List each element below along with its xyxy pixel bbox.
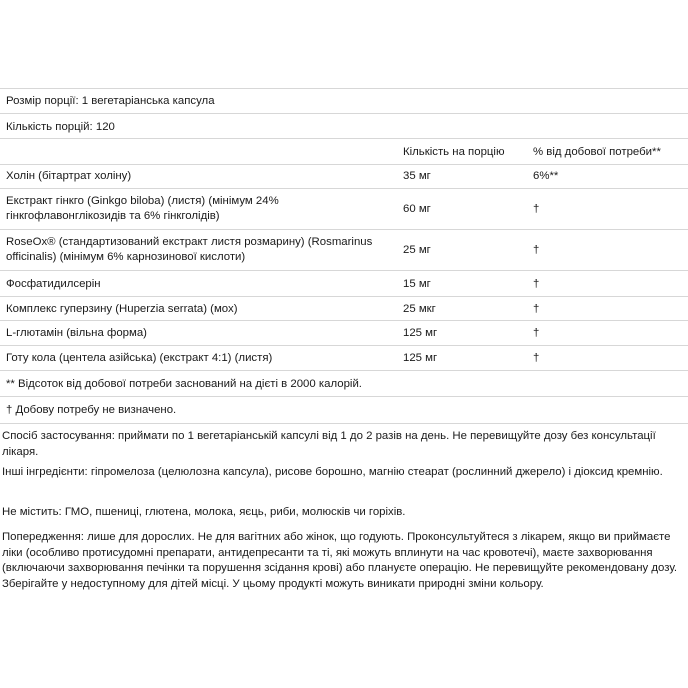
- ingredient-amount: 15 мг: [403, 278, 431, 290]
- ingredient-daily-value: †: [533, 244, 540, 256]
- table-row: [0, 164, 688, 188]
- ingredient-name: RoseOx® (стандартизований екстракт листя розмарину) (Rosmarinus officinalis) (мінімум 6% карнозинової кислоти): [6, 236, 373, 263]
- ingredient-amount: 60 мг: [403, 203, 431, 215]
- footnote-not-established: † Добову потребу не визначено.: [6, 404, 177, 416]
- warnings-text: Попередження: лише для дорослих. Не для вагітних або жінок, що годують. Проконсультуйтеся з лікарем, якщо ви приймаєте ліки (особливо протисудомні препарати, антидепресанти та ті, які можуть вплинути на час кровотечі), маєте захворювання (включаючи захворювання печінки та порушення зсідання крові) або плануєте операцію. Не перевищуйте рекомендовану дозу. Зберігайте у недоступному для дітей місці. У цьому продукті можуть виникати природні зміни кольору.: [2, 531, 678, 590]
- ingredient-daily-value: †: [533, 203, 540, 215]
- footnote-row: [0, 396, 688, 424]
- ingredient-daily-value: 6%**: [533, 170, 559, 182]
- ingredient-daily-value: †: [533, 352, 540, 364]
- ingredient-name: Фосфатидилсерін: [6, 278, 101, 290]
- table-row: [0, 229, 688, 270]
- table-row: [0, 345, 688, 370]
- serving-size: Розмір порції: 1 вегетаріанська капсула: [6, 95, 215, 107]
- footnote-row: [0, 370, 688, 396]
- table-row: [0, 320, 688, 345]
- header-daily-value: % від добової потреби**: [533, 146, 661, 158]
- ingredient-name: L-глютамін (вільна форма): [6, 327, 147, 339]
- usage-text: Спосіб застосування: приймати по 1 вегетаріанській капсулі від 1 до 2 разів на день. Не перевищуйте дозу без консультації лікаря.: [2, 430, 656, 458]
- ingredient-amount: 125 мг: [403, 352, 438, 364]
- servings-count: Кількість порцій: 120: [6, 121, 115, 133]
- ingredient-daily-value: †: [533, 278, 540, 290]
- ingredient-name: Комплекс гуперзину (Huperzia serrata) (мох): [6, 303, 238, 315]
- table-header-row: [0, 138, 688, 164]
- supplement-facts-table: [0, 88, 688, 424]
- ingredient-amount: 25 мг: [403, 244, 431, 256]
- servings-count-row: [0, 113, 688, 138]
- ingredient-name: Екстракт гінкго (Ginkgo biloba) (листя) (мінімум 24% гінкгофлавонглікозидів та 6% гінкголідів): [6, 195, 279, 222]
- ingredient-name: Готу кола (центела азійська) (екстракт 4:1) (листя): [6, 352, 273, 364]
- free-of-text: Не містить: ГМО, пшениці, глютена, молока, яєць, риби, молюсків чи горіхів.: [2, 506, 406, 518]
- ingredient-name: Холін (бітартрат холіну): [6, 170, 132, 182]
- ingredient-daily-value: †: [533, 303, 540, 315]
- other-ingredients-text: Інші інгредієнти: гіпромелоза (целюлозна капсула), рисове борошно, магнію стеарат (рослинний джерело) і діоксид кремнію.: [2, 466, 663, 478]
- ingredient-amount: 25 мкг: [403, 303, 436, 315]
- ingredient-daily-value: †: [533, 327, 540, 339]
- ingredient-amount: 125 мг: [403, 327, 438, 339]
- table-row: [0, 296, 688, 320]
- table-row: [0, 270, 688, 296]
- ingredient-amount: 35 мг: [403, 170, 431, 182]
- table-row: [0, 188, 688, 229]
- serving-size-row: [0, 88, 688, 113]
- footnote-daily-value: ** Відсоток від добової потреби заснований на дієті в 2000 калорій.: [6, 378, 362, 390]
- header-amount: Кількість на порцію: [403, 146, 505, 158]
